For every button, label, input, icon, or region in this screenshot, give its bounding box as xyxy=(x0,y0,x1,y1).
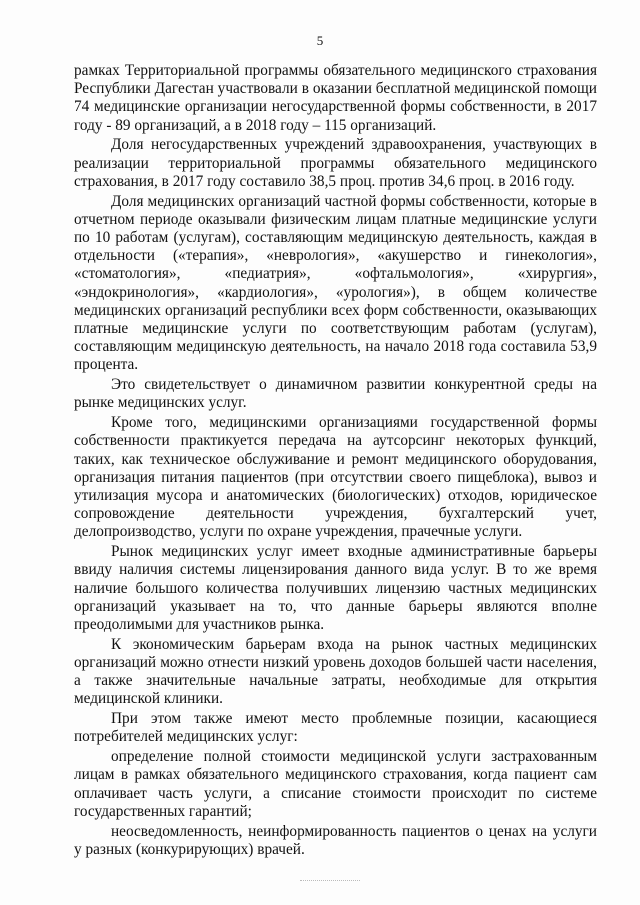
list-item: неосведомленность, неинформированность пациентов о ценах на услуги у разных (конкурирующих) врачей. xyxy=(74,822,597,858)
paragraph: рамках Территориальной программы обязательного медицинского страхования Республики Дагестан участвовали в оказании бесплатной медицинской помощи 74 медицинские организации негосударственной формы собственности, в 2017 году - 89 организаций, а в 2018 году – 115 организаций. xyxy=(74,62,597,134)
document-body xyxy=(74,62,597,861)
paragraph: Это свидетельствует о динамичном развитии конкурентной среды на рынке медицинских услуг. xyxy=(74,376,597,412)
page-number: 5 xyxy=(316,33,324,48)
paragraph: Рынок медицинских услуг имеет входные административные барьеры ввиду наличия системы лицензирования данного вида услуг. В то же время наличие большого количества получивших лицензию частных медицинских организаций указывает на то, что данные барьеры являются вполне преодолимыми для участников рынка. xyxy=(74,543,597,634)
paragraph: При этом также имеют место проблемные позиции, касающиеся потребителей медицинских услуг: xyxy=(74,710,597,746)
scan-artifact xyxy=(300,880,360,883)
paragraph: Доля медицинских организаций частной формы собственности, которые в отчетном периоде оказывали физическим лицам платные медицинские услуги по 10 работам (услугам), составляющим медицинскую деятельность, каждая в отдельности («терапия», «неврология», «акушерство и гинекология», «стоматология», «педиатрия», «офтальмология», «хирургия», «эндокринология», «кардиология», «урология»), в общем количестве медицинских организаций республики всех форм собственности, оказывающих платные медицинские услуги по соответствующим работам (услугам), составляющим медицинскую деятельность, на начало 2018 года составила 53,9 процента. xyxy=(74,192,597,374)
paragraph: К экономическим барьерам входа на рынок частных медицинских организаций можно отнести низкий уровень доходов большей части населения, а также значительные начальные затраты, необходимые для открытия медицинской клиники. xyxy=(74,635,597,708)
paragraph: Кроме того, медицинскими организациями государственной формы собственности практикуется передача на аутсорсинг некоторых функций, таких, как техническое обслуживание и ремонт медицинского оборудования, организация питания пациентов (при отсутствии своего пищеблока), вывоз и утилизация мусора и анатомических (биологических) отходов, юридическое сопровождение деятельности учреждения, бухгалтерский учет, делопроизводство, услуги по охране учреждения, прачечные услуги. xyxy=(74,414,597,541)
paragraph: Доля негосударственных учреждений здравоохранения, участвующих в реализации территориальной программы обязательного медицинского страхования, в 2017 году составило 38,5 проц. против 34,6 проц. в 2016 году. xyxy=(74,136,597,190)
list-item: определение полной стоимости медицинской услуги застрахованным лицам в рамках обязательного медицинского страхования, когда пациент сам оплачивает часть услуги, а списание стоимости происходит по системе государственных гарантий; xyxy=(74,748,597,820)
